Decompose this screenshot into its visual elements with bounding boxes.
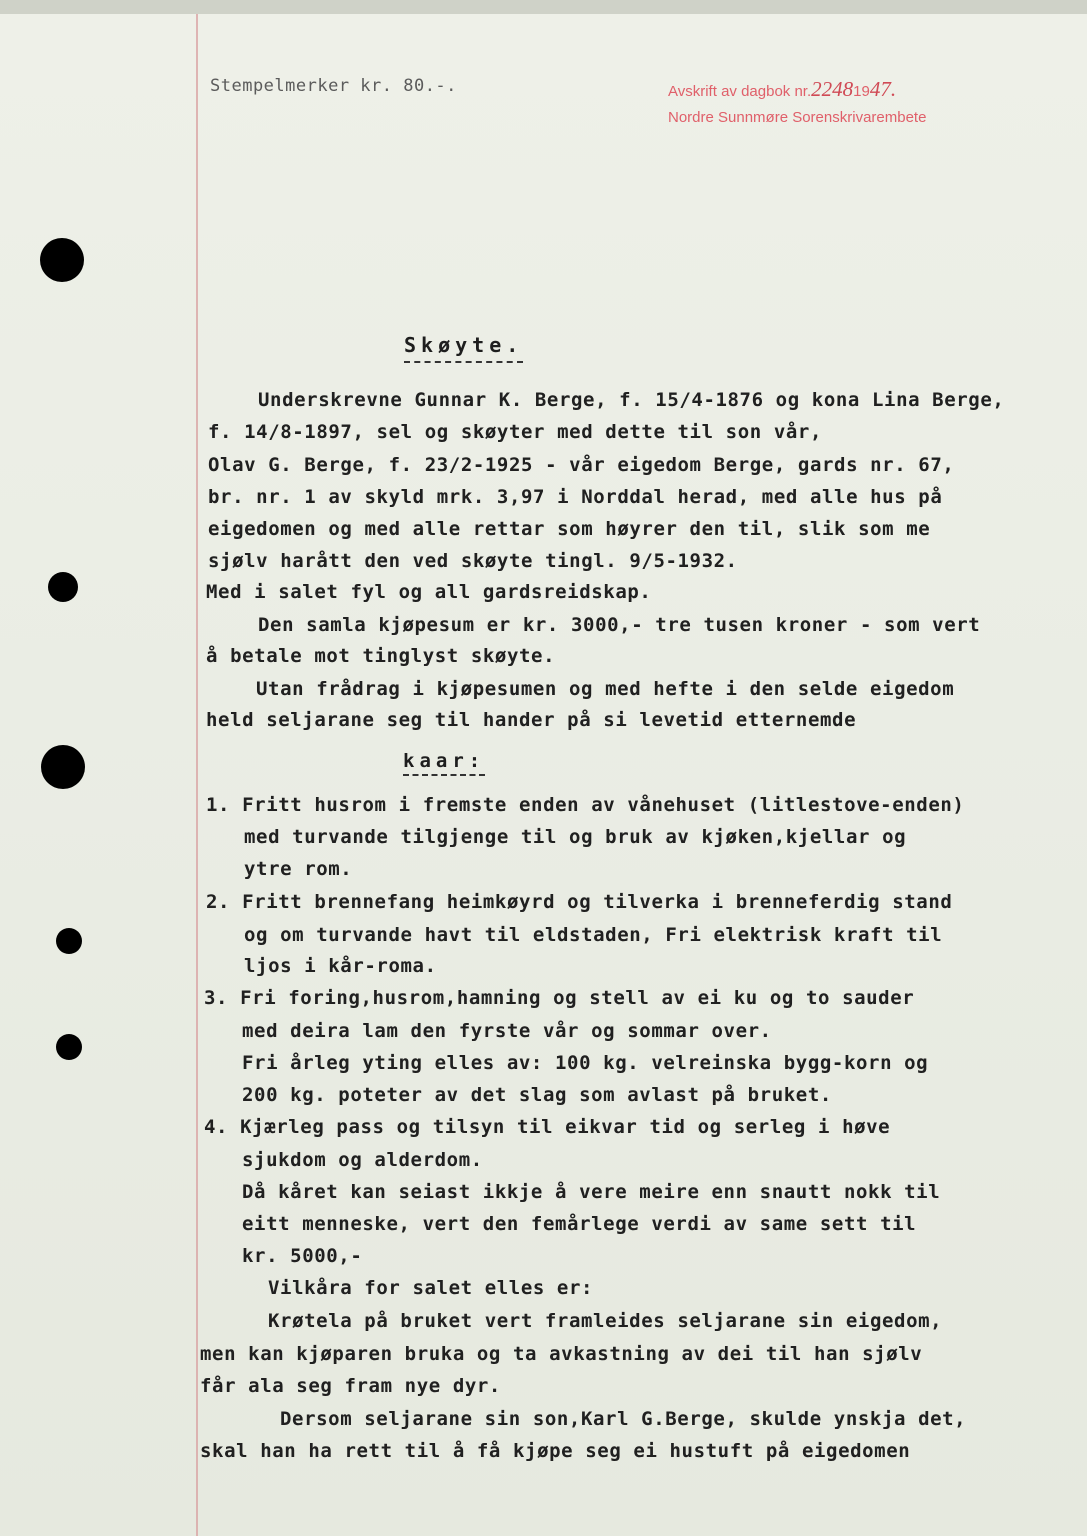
document-title: Skøyte. (404, 333, 523, 363)
body-line: Med i salet fyl og all gardsreidskap. (206, 581, 652, 603)
body-line: eitt menneske, vert den femårlege verdi av same sett til (242, 1213, 917, 1235)
body-line: eigedomen og med alle rettar som høyrer den til, slik som me (208, 518, 931, 540)
body-line: Utan frådrag i kjøpesumen og med hefte i den selde eigedom (256, 678, 955, 700)
body-line: med deira lam den fyrste vår og sommar over. (242, 1020, 772, 1042)
record-stamp-label: Avskrift av dagbok nr. (668, 83, 812, 100)
body-line: med turvande tilgjenge til og bruk av kjøken,kjellar og (244, 826, 907, 848)
body-line: Vilkåra for salet elles er: (268, 1277, 594, 1299)
punch-hole (41, 745, 85, 789)
body-line: 4. Kjærleg pass og tilsyn til eikvar tid og serleg i høve (204, 1116, 891, 1138)
body-line: men kan kjøparen bruka og ta avkastning av dei til han sjølv (200, 1343, 923, 1365)
body-line: held seljarane seg til hander på si levetid etternemde (206, 709, 857, 731)
punch-hole (40, 238, 84, 282)
kaar-heading: kaar: (403, 750, 485, 776)
stamp-fee-note: Stempelmerker kr. 80.-. (210, 76, 457, 96)
body-line: 3. Fri foring,husrom,hamning og stell av ei ku og to sauder (204, 987, 915, 1009)
body-line: Den samla kjøpesum er kr. 3000,- tre tusen kroner - som vert (258, 614, 981, 636)
body-line: Fri årleg yting elles av: 100 kg. velreinska bygg-korn og (242, 1052, 929, 1074)
body-line: Krøtela på bruket vert framleides seljarane sin eigedom, (268, 1310, 943, 1332)
body-line: og om turvande havt til eldstaden, Fri elektrisk kraft til (244, 924, 943, 946)
body-line: Underskrevne Gunnar K. Berge, f. 15/4-1876 og kona Lina Berge, (258, 389, 1005, 411)
body-line: 200 kg. poteter av det slag som avlast på bruket. (242, 1084, 832, 1106)
body-line: Dersom seljarane sin son,Karl G.Berge, skulde ynskja det, (280, 1408, 967, 1430)
body-line: får ala seg fram nye dyr. (200, 1375, 501, 1397)
body-line: Då kåret kan seiast ikkje å vere meire enn snautt nokk til (242, 1181, 941, 1203)
record-year: 47. (869, 77, 897, 101)
record-number: 2248 (811, 77, 854, 101)
body-line: br. nr. 1 av skyld mrk. 3,97 i Norddal herad, med alle hus på (208, 486, 943, 508)
body-line: 2. Fritt brennefang heimkøyrd og tilverka i brenneferdig stand (206, 891, 953, 913)
body-line: å betale mot tinglyst skøyte. (206, 645, 556, 667)
body-line: sjølv harått den ved skøyte tingl. 9/5-1932. (208, 550, 738, 572)
body-line: 1. Fritt husrom i fremste enden av vånehuset (litlestove-enden) (206, 794, 965, 816)
body-line: sjukdom og alderdom. (242, 1149, 483, 1171)
record-stamp (668, 76, 926, 131)
record-stamp-line1 (668, 76, 926, 105)
body-line: skal han ha rett til å få kjøpe seg ei hustuft på eigedomen (200, 1440, 911, 1462)
body-line: kr. 5000,- (242, 1245, 363, 1267)
page-top-edge (0, 0, 1087, 14)
margin-line (196, 14, 198, 1536)
punch-hole (48, 572, 78, 602)
body-line: ljos i kår-roma. (244, 955, 437, 977)
record-stamp-office: Nordre Sunnmøre Sorenskrivarembete (668, 109, 927, 126)
record-year-prefix: 19 (853, 83, 870, 100)
body-line: ytre rom. (244, 858, 353, 880)
punch-hole (56, 928, 82, 954)
body-line: Olav G. Berge, f. 23/2-1925 - vår eigedom Berge, gards nr. 67, (208, 454, 955, 476)
body-line: f. 14/8-1897, sel og skøyter med dette til son vår, (208, 421, 822, 443)
punch-hole (56, 1034, 82, 1060)
